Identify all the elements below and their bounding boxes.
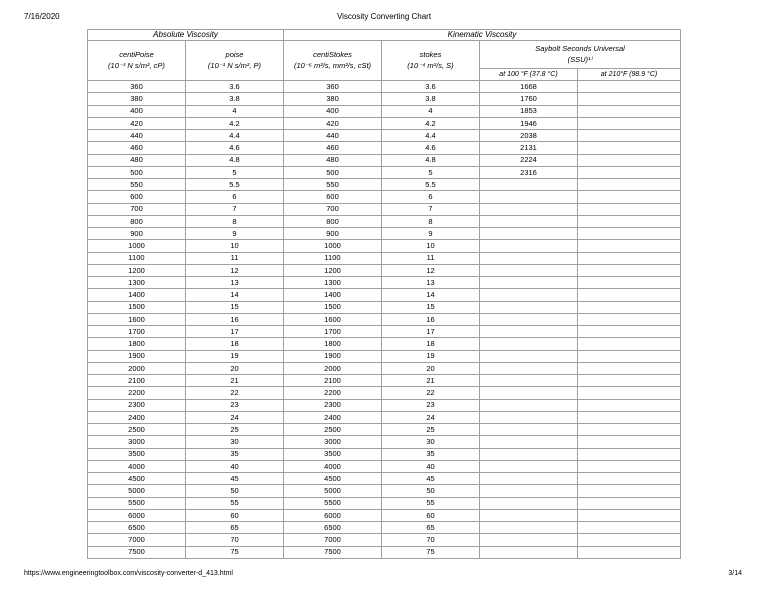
ssu-210f-cell — [578, 534, 681, 546]
ssu-210f-cell — [578, 203, 681, 215]
ssu-210f-cell — [578, 522, 681, 534]
centistokes-cell: 1000 — [284, 240, 382, 252]
table-row — [88, 522, 681, 534]
poise-cell: 9 — [186, 228, 284, 240]
ssu-100f-cell — [480, 203, 578, 215]
centistokes-cell: 2100 — [284, 375, 382, 387]
stokes-cell: 30 — [382, 436, 480, 448]
centistokes-cell: 6500 — [284, 522, 382, 534]
ssu-210f-cell — [578, 191, 681, 203]
stokes-cell: 5.5 — [382, 179, 480, 191]
stokes-cell: 9 — [382, 228, 480, 240]
ssu-210f-cell — [578, 130, 681, 142]
centistokes-cell: 3000 — [284, 436, 382, 448]
centistokes-cell: 1500 — [284, 301, 382, 313]
ssu-210f-cell — [578, 154, 681, 166]
table-row — [88, 546, 681, 558]
table-row — [88, 130, 681, 142]
stokes-cell: 60 — [382, 509, 480, 521]
table-row — [88, 240, 681, 252]
poise-cell: 35 — [186, 448, 284, 460]
ssu-210f-cell — [578, 399, 681, 411]
poise-cell: 12 — [186, 264, 284, 276]
table-row — [88, 338, 681, 350]
ssu-100f-cell — [480, 436, 578, 448]
stokes-cell: 4.4 — [382, 130, 480, 142]
centipoise-cell: 4000 — [88, 460, 186, 472]
centistokes-cell: 900 — [284, 228, 382, 240]
ssu-210f-cell — [578, 81, 681, 93]
ssu-column-header — [480, 41, 681, 69]
ssu-100f-cell: 1760 — [480, 93, 578, 105]
centistokes-name: centiStokes — [313, 50, 352, 60]
ssu-100f-cell — [480, 522, 578, 534]
centipoise-cell: 600 — [88, 191, 186, 203]
poise-cell: 55 — [186, 497, 284, 509]
centistokes-cell: 360 — [284, 81, 382, 93]
ssu-210f-cell — [578, 264, 681, 276]
poise-cell: 45 — [186, 473, 284, 485]
table-row — [88, 436, 681, 448]
table-row — [88, 411, 681, 423]
ssu-100f-cell — [480, 313, 578, 325]
ssu-210f-cell — [578, 252, 681, 264]
ssu-100f-cell — [480, 509, 578, 521]
ssu-100f-cell — [480, 179, 578, 191]
poise-cell: 5.5 — [186, 179, 284, 191]
table-row — [88, 142, 681, 154]
poise-name: poise — [225, 50, 244, 60]
stokes-cell: 16 — [382, 313, 480, 325]
poise-cell: 10 — [186, 240, 284, 252]
centistokes-cell: 420 — [284, 117, 382, 129]
stokes-unit: (10⁻⁴ m²/s, S) — [407, 60, 454, 70]
table-row — [88, 264, 681, 276]
centistokes-column-header — [284, 41, 382, 81]
centipoise-cell: 2400 — [88, 411, 186, 423]
ssu-210f-cell — [578, 326, 681, 338]
ssu-210f-cell — [578, 485, 681, 497]
stokes-cell: 18 — [382, 338, 480, 350]
poise-cell: 16 — [186, 313, 284, 325]
centipoise-cell: 2500 — [88, 424, 186, 436]
ssu-100f-cell — [480, 473, 578, 485]
poise-cell: 21 — [186, 375, 284, 387]
ssu-210f-cell — [578, 460, 681, 472]
ssu-210f-cell — [578, 166, 681, 178]
ssu-210f-cell — [578, 338, 681, 350]
poise-cell: 23 — [186, 399, 284, 411]
centistokes-cell: 7500 — [284, 546, 382, 558]
centipoise-name: centiPoise — [119, 50, 154, 60]
centistokes-cell: 6000 — [284, 509, 382, 521]
centipoise-cell: 1700 — [88, 326, 186, 338]
poise-cell: 5 — [186, 166, 284, 178]
ssu-100f-cell: 2131 — [480, 142, 578, 154]
poise-cell: 7 — [186, 203, 284, 215]
centistokes-cell: 440 — [284, 130, 382, 142]
centistokes-cell: 800 — [284, 215, 382, 227]
poise-cell: 19 — [186, 350, 284, 362]
table-row — [88, 375, 681, 387]
stokes-cell: 13 — [382, 277, 480, 289]
table-row — [88, 473, 681, 485]
centistokes-unit: (10⁻⁶ m²/s, mm²/s, cSt) — [293, 60, 372, 70]
ssu-210f-cell — [578, 411, 681, 423]
ssu-100f-cell — [480, 534, 578, 546]
centipoise-cell: 440 — [88, 130, 186, 142]
ssu-100f-cell — [480, 387, 578, 399]
table-row — [88, 497, 681, 509]
viscosity-table — [87, 29, 681, 559]
ssu-210f-cell — [578, 117, 681, 129]
stokes-cell: 35 — [382, 448, 480, 460]
centistokes-cell: 1100 — [284, 252, 382, 264]
stokes-cell: 5 — [382, 166, 480, 178]
ssu-100f-cell — [480, 326, 578, 338]
stokes-cell: 50 — [382, 485, 480, 497]
centistokes-cell: 400 — [284, 105, 382, 117]
poise-cell: 18 — [186, 338, 284, 350]
centistokes-cell: 2000 — [284, 362, 382, 374]
table-row — [88, 534, 681, 546]
poise-cell: 24 — [186, 411, 284, 423]
poise-cell: 30 — [186, 436, 284, 448]
table-row — [88, 179, 681, 191]
centistokes-cell: 500 — [284, 166, 382, 178]
centipoise-cell: 7000 — [88, 534, 186, 546]
table-row — [88, 326, 681, 338]
centistokes-cell: 1400 — [284, 289, 382, 301]
centistokes-cell: 1800 — [284, 338, 382, 350]
poise-cell: 40 — [186, 460, 284, 472]
centipoise-cell: 2200 — [88, 387, 186, 399]
centipoise-cell: 800 — [88, 215, 186, 227]
poise-cell: 6 — [186, 191, 284, 203]
table-row — [88, 448, 681, 460]
absolute-viscosity-group-header: Absolute Viscosity — [88, 30, 284, 41]
table-row — [88, 81, 681, 93]
table-row — [88, 399, 681, 411]
centipoise-cell: 550 — [88, 179, 186, 191]
ssu-100f-cell — [480, 252, 578, 264]
centipoise-cell: 1200 — [88, 264, 186, 276]
table-row — [88, 252, 681, 264]
ssu-100f-cell — [480, 375, 578, 387]
ssu-100f-cell: 2038 — [480, 130, 578, 142]
stokes-cell: 12 — [382, 264, 480, 276]
ssu-100f-cell — [480, 277, 578, 289]
centistokes-cell: 7000 — [284, 534, 382, 546]
ssu-100f-cell — [480, 350, 578, 362]
stokes-cell: 3.8 — [382, 93, 480, 105]
ssu-210f-cell — [578, 142, 681, 154]
kinematic-viscosity-group-header: Kinematic Viscosity — [284, 30, 681, 41]
ssu-100f-cell: 1668 — [480, 81, 578, 93]
centipoise-cell: 1900 — [88, 350, 186, 362]
stokes-cell: 4 — [382, 105, 480, 117]
stokes-cell: 4.8 — [382, 154, 480, 166]
centipoise-cell: 4500 — [88, 473, 186, 485]
ssu-100f-cell — [480, 264, 578, 276]
centipoise-cell: 6000 — [88, 509, 186, 521]
centipoise-cell: 500 — [88, 166, 186, 178]
table-row — [88, 424, 681, 436]
poise-cell: 25 — [186, 424, 284, 436]
ssu-100f-cell — [480, 485, 578, 497]
stokes-cell: 55 — [382, 497, 480, 509]
stokes-cell: 70 — [382, 534, 480, 546]
stokes-name: stokes — [419, 50, 442, 60]
centipoise-cell: 900 — [88, 228, 186, 240]
poise-cell: 15 — [186, 301, 284, 313]
centipoise-cell: 2000 — [88, 362, 186, 374]
stokes-cell: 6 — [382, 191, 480, 203]
stokes-cell: 21 — [382, 375, 480, 387]
table-row — [88, 154, 681, 166]
stokes-cell: 10 — [382, 240, 480, 252]
page-number: 3/14 — [728, 570, 742, 577]
stokes-cell: 20 — [382, 362, 480, 374]
ssu-100f-cell — [480, 289, 578, 301]
stokes-cell: 40 — [382, 460, 480, 472]
centipoise-unit: (10⁻³ N s/m², cP) — [108, 60, 165, 70]
stokes-cell: 25 — [382, 424, 480, 436]
poise-cell: 11 — [186, 252, 284, 264]
stokes-cell: 15 — [382, 301, 480, 313]
table-row — [88, 485, 681, 497]
poise-cell: 4.6 — [186, 142, 284, 154]
stokes-cell: 4.2 — [382, 117, 480, 129]
centistokes-cell: 3500 — [284, 448, 382, 460]
centipoise-cell: 6500 — [88, 522, 186, 534]
ssu-210f-column-header: at 210°F (98.9 °C) — [578, 69, 681, 81]
table-row — [88, 228, 681, 240]
poise-cell: 75 — [186, 546, 284, 558]
centipoise-cell: 1300 — [88, 277, 186, 289]
centipoise-cell: 1100 — [88, 252, 186, 264]
stokes-cell: 3.6 — [382, 81, 480, 93]
ssu-210f-cell — [578, 289, 681, 301]
table-row — [88, 166, 681, 178]
poise-cell: 4 — [186, 105, 284, 117]
table-row — [88, 350, 681, 362]
centipoise-cell: 1000 — [88, 240, 186, 252]
poise-cell: 3.8 — [186, 93, 284, 105]
ssu-100f-cell — [480, 424, 578, 436]
centistokes-cell: 480 — [284, 154, 382, 166]
stokes-cell: 19 — [382, 350, 480, 362]
centipoise-cell: 380 — [88, 93, 186, 105]
centipoise-cell: 5000 — [88, 485, 186, 497]
ssu-unit: (SSU)¹⁾ — [567, 54, 593, 64]
ssu-210f-cell — [578, 497, 681, 509]
table-row — [88, 362, 681, 374]
ssu-210f-cell — [578, 350, 681, 362]
stokes-cell: 14 — [382, 289, 480, 301]
centipoise-cell: 480 — [88, 154, 186, 166]
centistokes-cell: 4000 — [284, 460, 382, 472]
ssu-100f-cell — [480, 411, 578, 423]
centistokes-cell: 1900 — [284, 350, 382, 362]
centipoise-cell: 400 — [88, 105, 186, 117]
poise-column-header — [186, 41, 284, 81]
ssu-100f-cell — [480, 191, 578, 203]
poise-cell: 4.2 — [186, 117, 284, 129]
table-body — [88, 81, 681, 559]
centipoise-cell: 360 — [88, 81, 186, 93]
centipoise-cell: 3500 — [88, 448, 186, 460]
ssu-name: Saybolt Seconds Universal — [535, 44, 625, 54]
ssu-210f-cell — [578, 240, 681, 252]
ssu-210f-cell — [578, 387, 681, 399]
poise-unit: (10⁻¹ N s/m², P) — [207, 60, 262, 70]
stokes-cell: 45 — [382, 473, 480, 485]
poise-cell: 8 — [186, 215, 284, 227]
poise-cell: 4.8 — [186, 154, 284, 166]
stokes-cell: 22 — [382, 387, 480, 399]
stokes-cell: 8 — [382, 215, 480, 227]
ssu-210f-cell — [578, 301, 681, 313]
ssu-100f-cell — [480, 448, 578, 460]
centistokes-cell: 1700 — [284, 326, 382, 338]
stokes-column-header — [382, 41, 480, 81]
centistokes-cell: 2500 — [284, 424, 382, 436]
table-row — [88, 313, 681, 325]
ssu-100f-cell — [480, 215, 578, 227]
stokes-cell: 4.6 — [382, 142, 480, 154]
centistokes-cell: 4500 — [284, 473, 382, 485]
centistokes-cell: 2300 — [284, 399, 382, 411]
ssu-210f-cell — [578, 375, 681, 387]
centistokes-cell: 5500 — [284, 497, 382, 509]
poise-cell: 3.6 — [186, 81, 284, 93]
centipoise-cell: 420 — [88, 117, 186, 129]
poise-cell: 13 — [186, 277, 284, 289]
print-date: 7/16/2020 — [24, 12, 60, 21]
table-row — [88, 117, 681, 129]
table-row — [88, 301, 681, 313]
poise-cell: 60 — [186, 509, 284, 521]
poise-cell: 22 — [186, 387, 284, 399]
ssu-210f-cell — [578, 362, 681, 374]
ssu-210f-cell — [578, 509, 681, 521]
table-row — [88, 289, 681, 301]
table-row — [88, 93, 681, 105]
stokes-cell: 24 — [382, 411, 480, 423]
centipoise-cell: 700 — [88, 203, 186, 215]
centipoise-cell: 460 — [88, 142, 186, 154]
poise-cell: 20 — [186, 362, 284, 374]
ssu-100f-cell — [480, 497, 578, 509]
centistokes-cell: 5000 — [284, 485, 382, 497]
ssu-210f-cell — [578, 436, 681, 448]
ssu-100f-cell — [480, 228, 578, 240]
centistokes-cell: 460 — [284, 142, 382, 154]
ssu-100f-cell — [480, 338, 578, 350]
poise-cell: 70 — [186, 534, 284, 546]
ssu-210f-cell — [578, 105, 681, 117]
poise-cell: 65 — [186, 522, 284, 534]
ssu-100f-cell — [480, 546, 578, 558]
centipoise-cell: 2300 — [88, 399, 186, 411]
centistokes-cell: 700 — [284, 203, 382, 215]
table-row — [88, 191, 681, 203]
stokes-cell: 11 — [382, 252, 480, 264]
centipoise-cell: 5500 — [88, 497, 186, 509]
ssu-100f-cell: 2224 — [480, 154, 578, 166]
ssu-100f-cell — [480, 301, 578, 313]
poise-cell: 50 — [186, 485, 284, 497]
ssu-100f-cell — [480, 399, 578, 411]
stokes-cell: 7 — [382, 203, 480, 215]
centistokes-cell: 1600 — [284, 313, 382, 325]
centipoise-cell: 2100 — [88, 375, 186, 387]
ssu-210f-cell — [578, 93, 681, 105]
centipoise-cell: 7500 — [88, 546, 186, 558]
ssu-100f-cell — [480, 460, 578, 472]
ssu-210f-cell — [578, 473, 681, 485]
centipoise-cell: 1600 — [88, 313, 186, 325]
centistokes-cell: 600 — [284, 191, 382, 203]
stokes-cell: 23 — [382, 399, 480, 411]
source-url: https://www.engineeringtoolbox.com/viscosity-converter-d_413.html — [24, 570, 233, 577]
centipoise-cell: 1800 — [88, 338, 186, 350]
centistokes-cell: 1200 — [284, 264, 382, 276]
ssu-210f-cell — [578, 546, 681, 558]
stokes-cell: 65 — [382, 522, 480, 534]
centistokes-cell: 550 — [284, 179, 382, 191]
ssu-210f-cell — [578, 424, 681, 436]
ssu-210f-cell — [578, 215, 681, 227]
ssu-100f-cell: 1853 — [480, 105, 578, 117]
table-row — [88, 215, 681, 227]
ssu-100f-cell: 1946 — [480, 117, 578, 129]
ssu-210f-cell — [578, 277, 681, 289]
ssu-100f-cell — [480, 240, 578, 252]
centistokes-cell: 380 — [284, 93, 382, 105]
centipoise-cell: 1500 — [88, 301, 186, 313]
centipoise-cell: 1400 — [88, 289, 186, 301]
centistokes-cell: 2400 — [284, 411, 382, 423]
table-row — [88, 277, 681, 289]
stokes-cell: 17 — [382, 326, 480, 338]
poise-cell: 17 — [186, 326, 284, 338]
table-row — [88, 105, 681, 117]
ssu-210f-cell — [578, 228, 681, 240]
stokes-cell: 75 — [382, 546, 480, 558]
centipoise-cell: 3000 — [88, 436, 186, 448]
table-row — [88, 460, 681, 472]
poise-cell: 4.4 — [186, 130, 284, 142]
centipoise-column-header — [88, 41, 186, 81]
page-title: Viscosity Converting Chart — [336, 12, 432, 21]
ssu-100f-cell — [480, 362, 578, 374]
table-row — [88, 509, 681, 521]
centistokes-cell: 1300 — [284, 277, 382, 289]
ssu-100f-cell: 2316 — [480, 166, 578, 178]
ssu-210f-cell — [578, 313, 681, 325]
table-row — [88, 387, 681, 399]
centistokes-cell: 2200 — [284, 387, 382, 399]
ssu-210f-cell — [578, 448, 681, 460]
ssu-210f-cell — [578, 179, 681, 191]
ssu-100f-column-header: at 100 °F (37.8 °C) — [480, 69, 578, 81]
table-row — [88, 203, 681, 215]
poise-cell: 14 — [186, 289, 284, 301]
